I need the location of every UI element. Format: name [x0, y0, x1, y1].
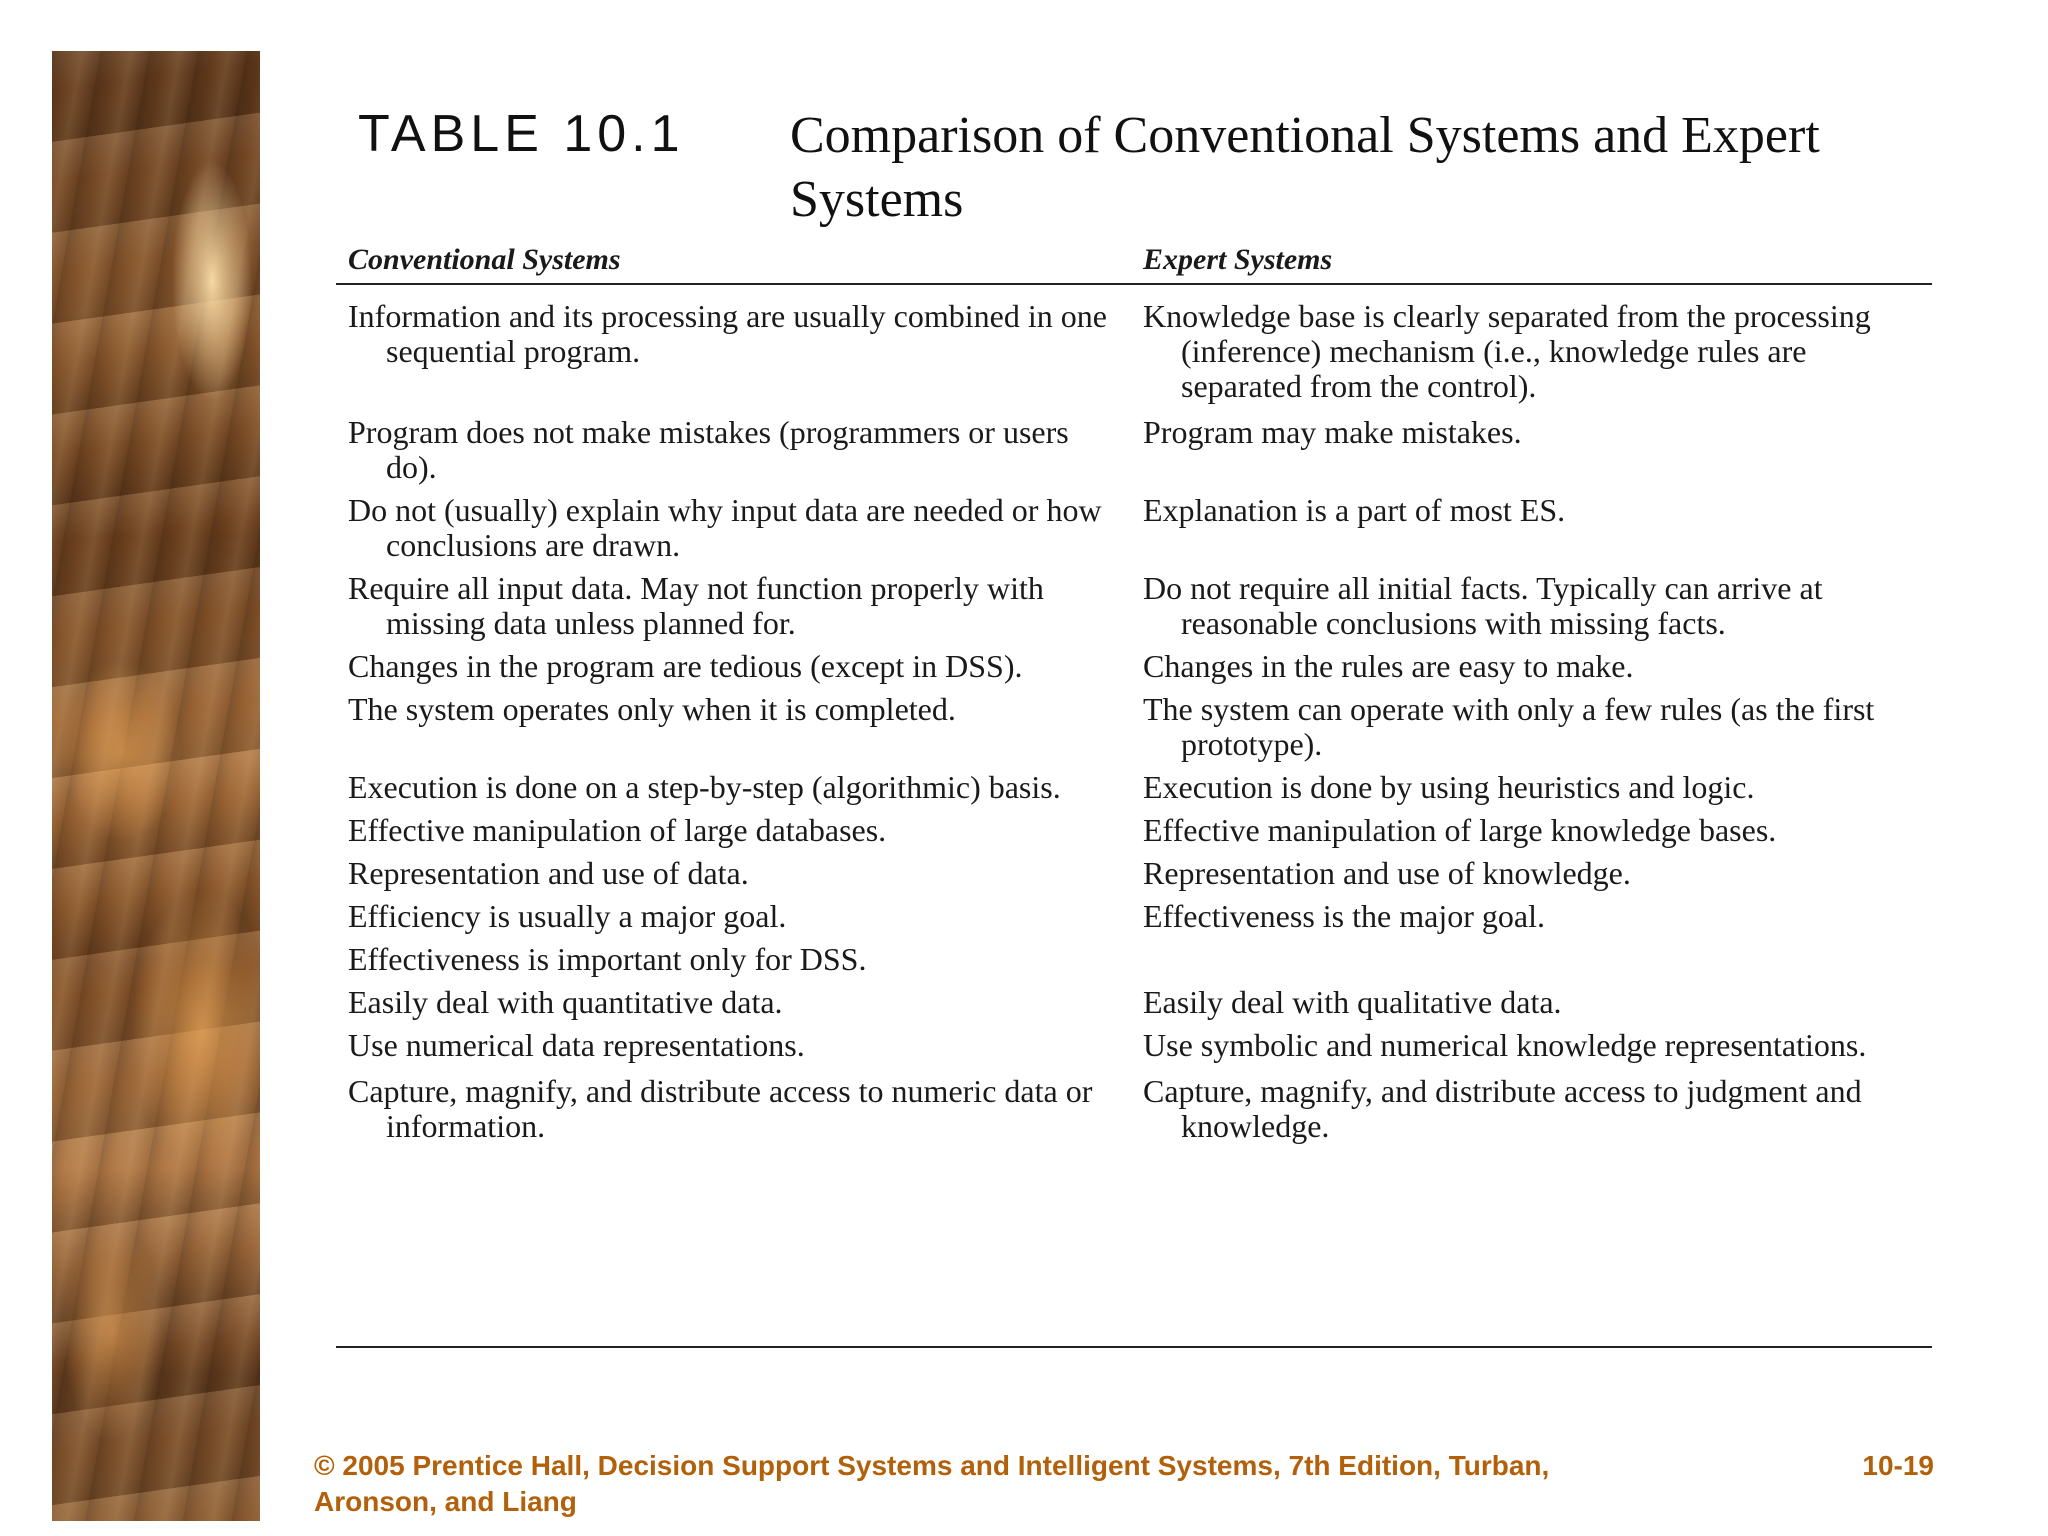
cell-text: The system operates only when it is completed.	[348, 691, 956, 727]
cell-text: Use symbolic and numerical knowledge representations.	[1143, 1027, 1867, 1063]
cell-text: Effective manipulation of large databases.	[348, 812, 887, 848]
expert-cell	[1131, 982, 1932, 1025]
expert-cell	[1131, 490, 1932, 568]
expert-cell	[1131, 810, 1932, 853]
cell-text: Use numerical data representations.	[348, 1027, 805, 1063]
expert-cell	[1131, 646, 1932, 689]
cell-text: Effective manipulation of large knowledge bases.	[1143, 812, 1777, 848]
conventional-cell	[336, 568, 1131, 646]
expert-cell	[1131, 853, 1932, 896]
cell-text: Knowledge base is clearly separated from the processing (inference) mechanism (i.e., knowledge rules are separated from the control).	[1143, 298, 1871, 404]
cell-text: Explanation is a part of most ES.	[1143, 492, 1566, 528]
table-row	[336, 810, 1932, 853]
comparison-table	[336, 240, 1932, 1149]
cell-text: Capture, magnify, and distribute access to judgment and knowledge.	[1143, 1073, 1862, 1144]
table-row	[336, 412, 1932, 490]
cell-text: Execution is done by using heuristics and logic.	[1143, 769, 1755, 805]
conventional-cell	[336, 646, 1131, 689]
table-row	[336, 767, 1932, 810]
table-row	[336, 284, 1932, 412]
cell-text: Representation and use of knowledge.	[1143, 855, 1631, 891]
cell-text: Effectiveness is important only for DSS.	[348, 941, 867, 977]
conventional-cell	[336, 853, 1131, 896]
expert-cell	[1131, 1025, 1932, 1071]
conventional-cell	[336, 1025, 1131, 1071]
table-row	[336, 689, 1932, 767]
conventional-cell	[336, 939, 1131, 982]
conventional-cell	[336, 982, 1131, 1025]
cell-text: Program may make mistakes.	[1143, 414, 1522, 450]
column-header-expert: Expert Systems	[1131, 240, 1932, 284]
cell-text: Do not require all initial facts. Typically can arrive at reasonable conclusions with missing facts.	[1143, 570, 1823, 641]
table-bottom-rule	[336, 1346, 1932, 1348]
table-row	[336, 1071, 1932, 1149]
column-header-conventional: Conventional Systems	[336, 240, 1131, 284]
expert-cell	[1131, 689, 1932, 767]
table-row	[336, 853, 1932, 896]
cell-text: Effectiveness is the major goal.	[1143, 898, 1545, 934]
page-number: 10-19	[1862, 1450, 1934, 1481]
expert-cell	[1131, 412, 1932, 490]
table-label: TABLE 10.1	[358, 105, 685, 163]
table-row	[336, 982, 1932, 1025]
cell-text: Capture, magnify, and distribute access to numeric data or information.	[348, 1073, 1093, 1144]
table-row	[336, 896, 1932, 939]
cell-text: Representation and use of data.	[348, 855, 749, 891]
expert-cell	[1131, 1071, 1932, 1149]
cell-text: Efficiency is usually a major goal.	[348, 898, 787, 934]
conventional-cell	[336, 1071, 1131, 1149]
table-row	[336, 568, 1932, 646]
conventional-cell	[336, 689, 1131, 767]
cell-text: Changes in the rules are easy to make.	[1143, 648, 1634, 684]
table-row	[336, 646, 1932, 689]
table-caption: Comparison of Conventional Systems and Expert Systems	[790, 107, 1820, 228]
expert-cell	[1131, 284, 1932, 412]
cell-text: Do not (usually) explain why input data are needed or how conclusions are drawn.	[348, 492, 1102, 563]
expert-cell	[1131, 896, 1932, 939]
conventional-cell	[336, 284, 1131, 412]
cell-text: Program does not make mistakes (programmers or users do).	[348, 414, 1069, 485]
footer-credit: © 2005 Prentice Hall, Decision Support Systems and Intelligent Systems, 7th Edition, Turban, Aronson, and Liang	[314, 1450, 1550, 1517]
cell-text: Require all input data. May not function properly with missing data unless planned for.	[348, 570, 1044, 641]
table-row	[336, 1025, 1932, 1071]
expert-cell	[1131, 767, 1932, 810]
cell-text: Information and its processing are usually combined in one sequential program.	[348, 298, 1107, 369]
cell-text: The system can operate with only a few rules (as the first prototype).	[1143, 691, 1875, 762]
conventional-cell	[336, 767, 1131, 810]
cell-text: Easily deal with quantitative data.	[348, 984, 783, 1020]
cell-text: Changes in the program are tedious (except in DSS).	[348, 648, 1023, 684]
conventional-cell	[336, 810, 1131, 853]
cell-text: Execution is done on a step-by-step (algorithmic) basis.	[348, 769, 1061, 805]
table-row	[336, 490, 1932, 568]
expert-cell	[1131, 939, 1932, 982]
expert-cell	[1131, 568, 1932, 646]
conventional-cell	[336, 412, 1131, 490]
table-header-row	[336, 240, 1932, 284]
conventional-cell	[336, 490, 1131, 568]
conventional-cell	[336, 896, 1131, 939]
wood-side-panel	[52, 51, 260, 1521]
table-row	[336, 939, 1932, 982]
cell-text: Easily deal with qualitative data.	[1143, 984, 1562, 1020]
